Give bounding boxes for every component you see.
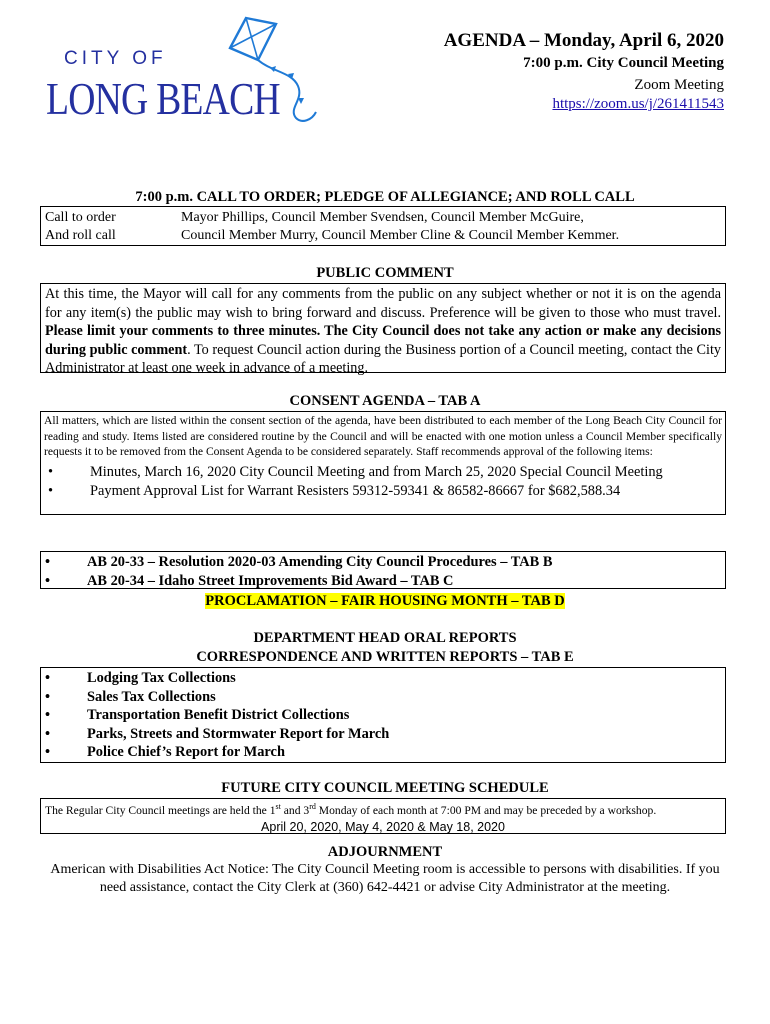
bullet-icon: • <box>45 744 51 761</box>
list-item <box>41 688 725 707</box>
logo-city-text: CITY OF <box>64 48 167 69</box>
list-item <box>41 553 725 572</box>
bullet-icon: • <box>45 707 51 724</box>
schedule-text-part: Monday of each month at 7:00 PM and may be preceded by a workshop. <box>315 803 657 817</box>
list-item <box>41 743 725 762</box>
list-item <box>41 706 725 725</box>
adjournment-heading: ADJOURNMENT <box>327 844 443 860</box>
city-logo <box>40 14 330 134</box>
ordinal-suffix: rd <box>309 802 316 811</box>
consent-agenda-box <box>40 411 726 515</box>
roll-call-label-2: And roll call <box>45 228 116 243</box>
report-item-text: Transportation Benefit District Collections <box>87 707 350 724</box>
bullet-icon: • <box>48 463 54 480</box>
proclamation-line <box>0 593 770 610</box>
list-item <box>41 725 725 744</box>
consent-item-text: Minutes, March 16, 2020 City Council Meeting and from March 25, 2020 Special Council Meeting <box>90 463 663 480</box>
schedule-text-part: The Regular City Council meetings are held the 1 <box>45 803 276 817</box>
meeting-type: Zoom Meeting <box>634 77 724 93</box>
consent-agenda-list <box>44 463 722 501</box>
roll-call-members-2: Council Member Murry, Council Member Cline & Council Member Kemmer. <box>181 228 620 243</box>
public-comment-heading: PUBLIC COMMENT <box>316 265 454 281</box>
future-schedule-text <box>41 799 725 819</box>
public-comment-text-1: At this time, the Mayor will call for any comments from the public on any subject whether or not it is on the agenda for any item(s) the public may wish to bring forward and discuss. Preference will be given to those who must travel. <box>45 286 721 321</box>
consent-item-text: Payment Approval List for Warrant Resisters 59312-59341 & 86582-86667 for $682,588.34 <box>90 482 621 499</box>
public-comment-box <box>40 283 726 377</box>
list-item <box>41 572 725 591</box>
roll-call-box <box>40 206 726 246</box>
future-schedule-box <box>40 798 726 834</box>
report-item-text: Lodging Tax Collections <box>87 670 236 686</box>
bullet-icon: • <box>45 670 51 686</box>
public-comment-text-2: . To request Council action during the Business portion of a Council meeting, contact the City Administrator at least one week in advance of a meeting. <box>45 341 721 377</box>
public-comment-bold-text: Please limit your comments to three minutes. The City Council does not take any action or make any decisions during public comment <box>45 323 721 358</box>
future-schedule-heading: FUTURE CITY COUNCIL MEETING SCHEDULE <box>221 780 549 796</box>
bullet-icon: • <box>45 554 51 570</box>
reports-box <box>40 667 726 763</box>
zoom-link[interactable]: https://zoom.us/j/261411543 <box>552 96 724 112</box>
action-items-box <box>40 551 726 589</box>
action-items-list <box>41 553 725 590</box>
ordinal-suffix: st <box>275 802 281 811</box>
bullet-icon: • <box>48 482 54 499</box>
bullet-icon: • <box>45 572 51 589</box>
department-reports-heading: DEPARTMENT HEAD ORAL REPORTS <box>253 630 517 646</box>
bullet-icon: • <box>45 725 51 742</box>
schedule-text-part: and 3 <box>280 803 310 817</box>
agenda-title: AGENDA – Monday, April 6, 2020 <box>443 30 724 51</box>
list-item <box>44 463 722 482</box>
consent-agenda-heading: CONSENT AGENDA – TAB A <box>289 393 481 409</box>
action-item-text: AB 20-33 – Resolution 2020-03 Amending City Council Procedures – TAB B <box>87 554 553 570</box>
roll-call-heading: 7:00 p.m. CALL TO ORDER; PLEDGE OF ALLEGIANCE; AND ROLL CALL <box>135 189 635 205</box>
meeting-time: 7:00 p.m. City Council Meeting <box>523 55 724 71</box>
list-item <box>41 669 725 688</box>
action-item-text: AB 20-34 – Idaho Street Improvements Bid Award – TAB C <box>87 572 454 589</box>
report-item-text: Parks, Streets and Stormwater Report for March <box>87 725 390 742</box>
report-item-text: Police Chief’s Report for March <box>87 744 285 761</box>
list-item <box>44 482 722 501</box>
ada-notice: American with Disabilities Act Notice: The City Council Meeting room is accessible to persons with disabilities. If you need assistance, contact the City Clerk at (360) 642-4421 or advise City Administrator at the meeting. <box>50 862 720 895</box>
bullet-icon: • <box>45 688 51 705</box>
roll-call-label-1: Call to order <box>45 210 116 225</box>
roll-call-members-1: Mayor Phillips, Council Member Svendsen, Council Member McGuire, <box>181 210 584 225</box>
consent-agenda-intro: All matters, which are listed within the consent section of the agenda, have been distributed to each member of the Long Beach City Council for reading and study. Items listed are considered routine by the Council and will be enacted with one motion unless a Council Member specifically requests it to be removed from the Consent Agenda to be considered separately. Staff recommends approval of the following items: <box>44 414 722 459</box>
reports-list <box>41 669 725 762</box>
proclamation-text: PROCLAMATION – FAIR HOUSING MONTH – TAB D <box>205 593 565 609</box>
logo-name-text: LONG BEACH <box>46 73 280 124</box>
report-item-text: Sales Tax Collections <box>87 688 216 705</box>
written-reports-heading: CORRESPONDENCE AND WRITTEN REPORTS – TAB E <box>196 649 574 665</box>
future-meeting-dates: April 20, 2020, May 4, 2020 & May 18, 2020 <box>261 819 505 834</box>
